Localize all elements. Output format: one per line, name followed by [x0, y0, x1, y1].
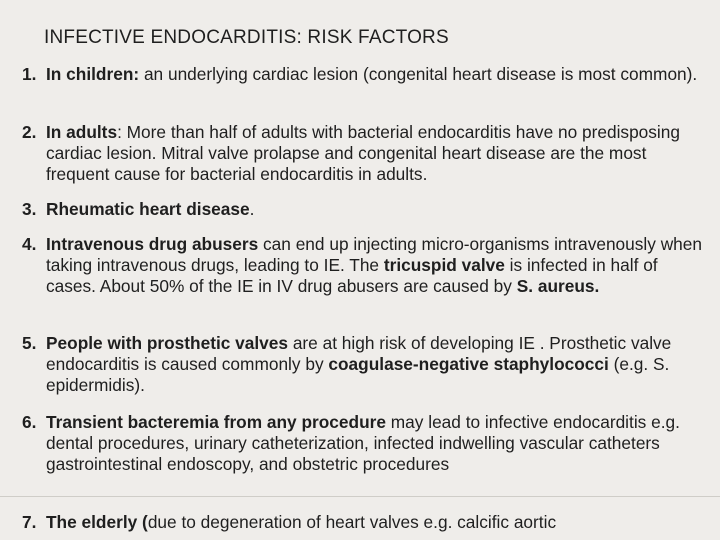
list-item-3 [22, 199, 712, 220]
item-text [46, 333, 712, 396]
list-item-5 [22, 333, 712, 396]
item-text-run: can end up injecting micro-organisms intravenously when taking intravenous drugs, leading to IE. The [46, 234, 703, 275]
item-number: 6. [22, 412, 37, 432]
item-text-bold: Transient bacteremia from any procedure [46, 412, 386, 432]
list-item-7 [22, 512, 712, 533]
item-text-bold: Intravenous drug abusers [46, 234, 259, 254]
item-text [46, 122, 712, 185]
item-text-bold: Rheumatic heart disease [46, 199, 250, 219]
item-text [46, 412, 712, 475]
item-number: 1. [22, 64, 37, 84]
item-text-bold: S. aureus. [516, 276, 600, 296]
item-text [46, 512, 712, 533]
item-text-run: : More than half of adults with bacterial endocarditis have no predisposing cardiac lesion. Mitral valve prolapse and congenital heart disease are the most frequent cause for bacterial endocarditis in adults. [46, 122, 680, 184]
item-number: 2. [22, 122, 37, 142]
item-text-bold: tricuspid valve [383, 255, 505, 275]
item-text [46, 234, 712, 297]
item-text [46, 64, 712, 85]
item-text-run: is infected in half of cases. About 50% of the IE in IV drug abusers are caused by [46, 255, 658, 296]
item-text-run: (e.g. S. epidermidis). [46, 354, 670, 395]
item-text-run: may lead to infective endocarditis e.g. dental procedures, urinary catheterization, infected indwelling vascular catheters gastrointestinal endoscopy, and obstetric procedures [46, 412, 680, 474]
item-number: 4. [22, 234, 37, 254]
list-item-2 [22, 122, 712, 185]
item-text-run: are at high risk of developing IE . Prosthetic valve endocarditis is caused commonly by [46, 333, 672, 374]
item-text-bold: coagulase-negative staphylococci [328, 354, 609, 374]
item-text-run: due to degeneration of heart valves e.g. calcific aortic [147, 512, 557, 532]
list-item-6 [22, 412, 712, 475]
item-number: 7. [22, 512, 37, 532]
divider-line [0, 496, 720, 497]
item-text-run: . [249, 199, 255, 219]
slide-title: INFECTIVE ENDOCARDITIS: RISK FACTORS [44, 27, 449, 48]
item-text [46, 199, 712, 220]
item-number: 3. [22, 199, 37, 219]
item-text-bold: In children: [46, 64, 140, 84]
list-item-1 [22, 64, 712, 85]
item-text-bold: The elderly ( [46, 512, 148, 532]
item-text-bold: In adults [46, 122, 118, 142]
item-text-bold: People with prosthetic valves [46, 333, 289, 353]
item-number: 5. [22, 333, 37, 353]
item-text-run: an underlying cardiac lesion (congenital heart disease is most common). [139, 64, 698, 84]
list-item-4 [22, 234, 712, 297]
